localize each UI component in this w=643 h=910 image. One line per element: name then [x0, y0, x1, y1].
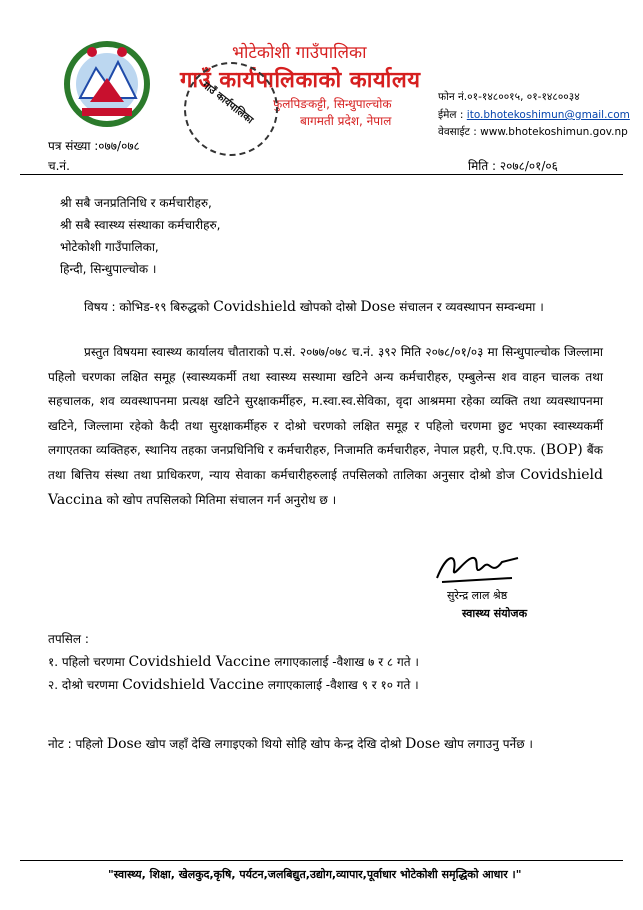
body-paragraph [48, 340, 603, 512]
body-text-1: प्रस्तुत विषयमा स्वास्थ्य कार्यालय चौताराको प.सं. २०७७/०७८ च.नं. ३९२ मिति २०७८/०१/०३ मा सिन्धुपाल्चोक जिल्लामा पहिलो चरणका लक्षित समूह (स्वास्थ्यकर्मी तथा स्वास्थ्य सस्थामा खटिने अन्य कर्मचारीहरु, एम्बुलेन्स शव वाहन चालक तथा सहचालक, शव व्यवस्थापनमा प्रत्यक्ष खटिने सुरक्षाकर्मीहरु, म.स्वा.स्व.सेविका, वृदा आश्रममा रहेका व्यक्ति तथा व्यवस्थापनमा खटिने, जिल्लामा रहेको कैदी तथा सुरक्षाकर्मीहरु र दोश्रो चरणको लक्षित समूह र पहिलो चरणमा छुट भएका स्वास्थ्यकर्मी लगाएतका व्यक्तिहरु, स्थानिय तहका जनप्रधिनिधि र कर्मचारीहरु, निजामति कर्मचारीहरु, नेपाल प्रहरी, ए.पि.एफ. [48, 345, 603, 458]
subject-prefix: विषय : कोभिड-१९ बिरुद्धको [84, 300, 214, 314]
schedule-item-suffix: लगाएकालाई -वैशाख ७ र ८ गते । [270, 655, 419, 669]
footer-slogan: "स्वास्थ्य, शिक्षा, खेलकुद,कृषि, पर्यटन,जलबिद्युत,उद्योग,व्यापार,पूर्वाधार भोटेकोशी समृद्धिको आधार ।" [108, 868, 522, 881]
email-line [438, 108, 630, 122]
recipient-line: श्री सबै स्वास्थ्य संस्थाका कर्मचारीहरु, [60, 218, 221, 232]
subject-mid: खोपको दोस्रो [296, 300, 361, 314]
subject-vaccine: Covidshield [213, 299, 297, 315]
signatory-name: सुरेन्द्र लाल श्रेष्ठ [447, 589, 508, 602]
recipient-line: भोटेकोशी गाउँपालिका, [60, 240, 159, 254]
recipient-line: हिन्दी, सिन्धुपाल्चोक । [60, 262, 157, 276]
note-dose-2: Dose [405, 736, 441, 752]
schedule-item-vaccine: Covidshield Vaccine [128, 654, 271, 670]
letter-date: मिति : २०७८/०१/०६ [468, 159, 558, 173]
letter-number: पत्र संख्या :०७७/०७८ [48, 139, 140, 153]
note-dose-1: Dose [106, 736, 142, 752]
body-bop: (BOP) [540, 442, 583, 459]
schedule-item-prefix: १. पहिलो चरणमा [48, 655, 129, 669]
website-line [438, 125, 628, 139]
note-line [48, 735, 533, 752]
subject-dose: Dose [360, 299, 396, 315]
recipients-block [60, 192, 220, 280]
schedule-item-vaccine: Covidshield Vaccine [122, 677, 265, 693]
schedule-item [48, 651, 419, 674]
office-address: फुलपिङकट्टी, सिन्धुपाल्चोक [273, 97, 392, 111]
phone-number: फोन नं.०१-१४८००१५, ०१-१४८००३४ [438, 91, 580, 103]
signatory-title: स्वास्थ्य संयोजक [462, 607, 528, 620]
rural-municipality-name: भोटेकोशी गाउँपालिका [232, 43, 367, 63]
nepal-emblem-icon [60, 36, 155, 131]
email-link[interactable]: ito.bhotekoshimun@gmail.com [466, 109, 630, 121]
footer-divider [20, 860, 623, 861]
subject-suffix: संचालन र व्यवस्थापन सम्वन्धमा । [395, 300, 544, 314]
email-label: ईमेल : [438, 109, 464, 121]
body-vaccine: Covidshield Vaccina [48, 466, 603, 508]
schedule-item-prefix: २. दोश्रो चरणमा [48, 678, 123, 692]
website-label: वेवसाईट : [438, 126, 477, 138]
recipient-line: श्री सबै जनप्रतिनिधि र कर्मचारीहरु, [60, 196, 212, 210]
office-name: गाउँ कार्यपालिकाको कार्यालय [180, 68, 421, 93]
body-text-3: को खोप तपसिलको मितिमा संचालन गर्न अनुरोध छ । [102, 492, 337, 507]
schedule-item [48, 674, 419, 697]
body-text-2: बैंक तथा बित्तिय संस्था तथा प्राधिकरण, न्याय सेवाका कर्मचारीहरुलाई तपसिलको तालिका अनुसार दोश्रो डोज [48, 443, 603, 482]
dispatch-number: च.नं. [48, 159, 70, 173]
schedule-item-suffix: लगाएकालाई -वैशाख ९ र १० गते । [264, 678, 419, 692]
note-suffix: खोप लगाउनु पर्नेछ । [440, 737, 533, 751]
office-province: बागमती प्रदेश, नेपाल [300, 114, 392, 128]
signature-icon [432, 548, 522, 588]
stamp-text: गाउँ कार्यपालिका [199, 79, 255, 127]
schedule-block [48, 628, 419, 697]
schedule-heading: तपसिल : [48, 632, 89, 646]
subject-line [84, 298, 544, 315]
website-url: www.bhotekoshimun.gov.np [480, 126, 628, 138]
note-prefix: नोट : पहिलो [48, 737, 107, 751]
note-mid: खोप जहाँ देखि लगाइएको थियो सोहि खोप केन्द्र देखि दोश्रो [141, 737, 406, 751]
header-divider [20, 174, 623, 175]
